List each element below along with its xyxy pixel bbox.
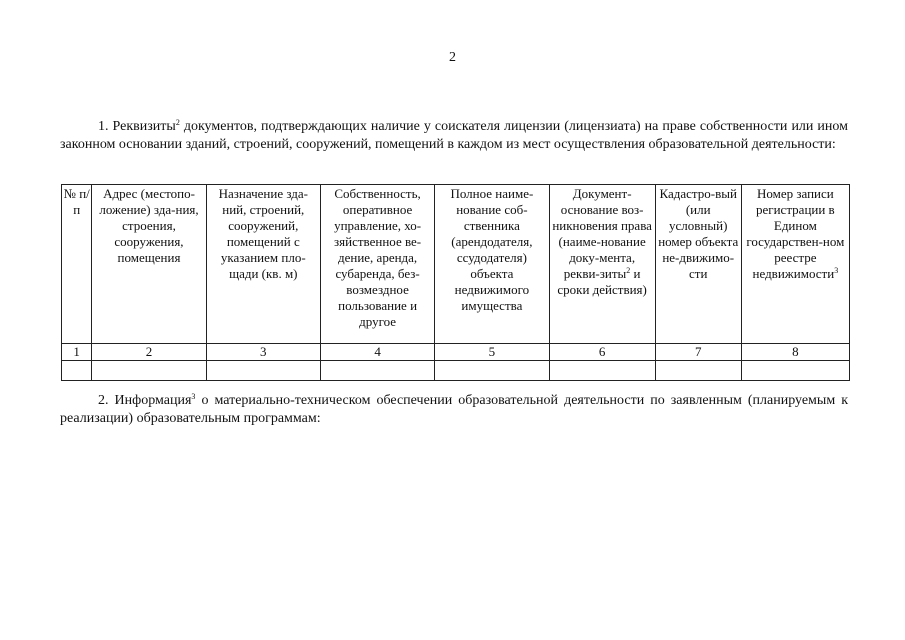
header-cell-cadastral-number: Кадастро-вый (или условный) номер объекта не-движимо-сти: [655, 185, 741, 344]
empty-cell: [206, 361, 320, 381]
column-number-cell: 1: [62, 344, 92, 361]
header-cell-basis-text: Документ-основание воз-никновения права (наиме-нование доку-мента, рекви-зиты: [552, 186, 652, 281]
section-1-lead: Реквизиты: [112, 119, 176, 134]
column-number-cell: 3: [206, 344, 320, 361]
premises-table: [61, 184, 850, 381]
section-2-paragraph: [60, 392, 848, 428]
footnote-ref: 2: [626, 266, 631, 275]
footnote-ref: 3: [191, 392, 196, 401]
footnote-ref: 3: [834, 266, 839, 275]
header-cell-purpose: Назначение зда-ний, строений, сооружений, помещений с указанием пло-щади (кв. м): [206, 185, 320, 344]
header-cell-ownership: Собственность, оперативное управление, хо-зяйственное ве-дение, аренда, субаренда, без-возмездное пользование и другое: [320, 185, 434, 344]
header-cell-number: № п/п: [62, 185, 92, 344]
column-number-cell: 4: [320, 344, 434, 361]
empty-cell: [549, 361, 655, 381]
header-cell-basis-document: [549, 185, 655, 344]
section-2-number: 2.: [98, 393, 115, 408]
section-1-paragraph: [60, 118, 848, 154]
column-number-cell: 2: [92, 344, 206, 361]
column-number-cell: 8: [741, 344, 849, 361]
section-2-lead: Информация: [114, 393, 192, 408]
header-cell-registry-text: Номер записи регистрации в Едином государствен-ном реестре недвижимости: [746, 186, 845, 281]
section-1-number: 1.: [98, 119, 113, 134]
empty-cell: [320, 361, 434, 381]
empty-cell: [741, 361, 849, 381]
empty-cell: [435, 361, 549, 381]
empty-cell: [92, 361, 206, 381]
empty-data-row: [62, 361, 850, 381]
section-1-text: документов, подтверждающих наличие у соискателя лицензии (лицензиата) на праве собственности или ином законном основании зданий, строений, сооружений, помещений в каждом из мест осуществления образовательной деятельности:: [60, 119, 849, 152]
header-cell-registry-record: [741, 185, 849, 344]
header-cell-owner: Полное наиме-нование соб-ственника (арендодателя, ссудодателя) объекта недвижимого имущества: [435, 185, 549, 344]
page-number: 2: [449, 50, 456, 65]
column-number-row: [62, 344, 850, 361]
table-header-row: [62, 185, 850, 344]
column-number-cell: 7: [655, 344, 741, 361]
column-number-cell: 5: [435, 344, 549, 361]
empty-cell: [62, 361, 92, 381]
header-cell-address: Адрес (местопо-ложение) зда-ния, строения, сооружения, помещения: [92, 185, 206, 344]
section-2-text: о материально-техническом обеспечении образовательной деятельности по заявленным (планируемым к реализации) образовательным программам:: [60, 393, 849, 426]
column-number-cell: 6: [549, 344, 655, 361]
footnote-ref: 2: [175, 118, 180, 127]
header-cell-basis-text-after: и сроки действия): [557, 266, 647, 297]
empty-cell: [655, 361, 741, 381]
